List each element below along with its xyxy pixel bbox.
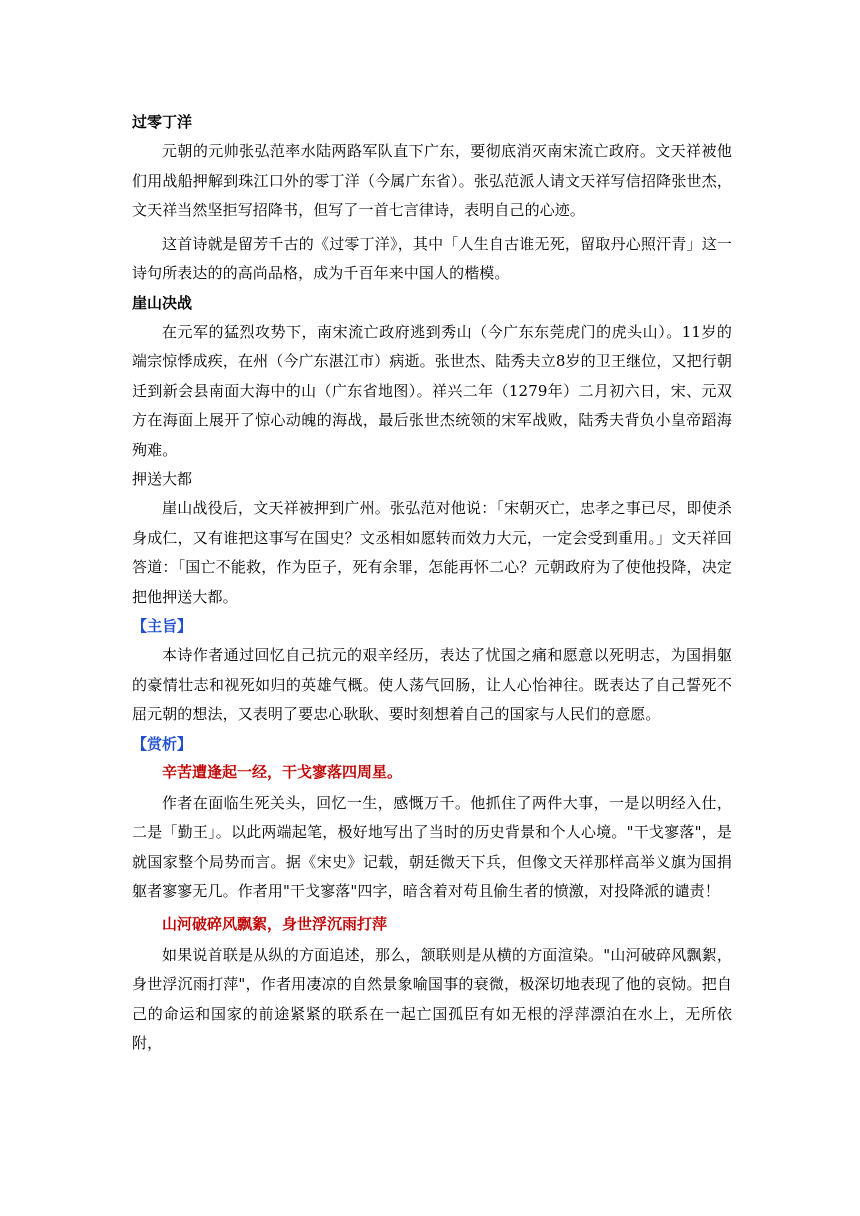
section-tag-theme: 【主旨】: [132, 617, 193, 635]
paragraph: 在元军的猛烈攻势下，南宋流亡政府逃到秀山（今广东东莞虎门的虎头山）。11岁的端宗惊悸成疾，在州（今广东湛江市）病逝。张世杰、陆秀夫立8岁的卫王继位，又把行朝迁到新会县南面大海中的山（广东省地图）。祥兴二年（1279年）二月初六日，宋、元双方在海面上展开了惊心动魄的海战，最后张世杰统领的宋军战败，陆秀夫背负小皇帝蹈海殉难。: [132, 322, 732, 459]
paragraph: 本诗作者通过回忆自己抗元的艰辛经历，表达了忧国之痛和愿意以死明志，为国捐躯的豪情壮志和视死如归的英雄气概。使人荡气回肠，让人心怡神往。既表达了自己誓死不屈元朝的想法，又表明了要忠心耿耿、要时刻想着自己的国家与人民们的意愿。: [132, 646, 732, 723]
paragraph: 如果说首联是从纵的方面追述，那么，颔联则是从横的方面渲染。"山河破碎风飘絮，身世浮沉雨打萍"，作者用凄凉的自然景象喻国事的衰微，极深切地表现了他的哀恸。把自己的命运和国家的前途紧紧的联系在一起亡国孤臣有如无根的浮萍漂泊在水上，无所依附，: [132, 945, 732, 1052]
heading-escort-to-dadu: 押送大都: [132, 470, 193, 488]
section-tag-analysis: 【赏析】: [132, 734, 193, 753]
heading-guo-ling-ding-yang: 过零丁洋: [132, 113, 193, 131]
paragraph: 这首诗就是留芳千古的《过零丁洋》，其中「人生自古谁无死，留取丹心照汗青」这一诗句所表达的的高尚品格，成为千百年来中国人的楷模。: [132, 234, 732, 282]
paragraph: 崖山战役后，文天祥被押到广州。张弘范对他说：「宋朝灭亡，忠孝之事已尽，即使杀身成仁，又有谁把这事写在国史？文丞相如愿转而效力大元，一定会受到重用。」文天祥回答道：「国亡不能救，作为臣子，死有余罪，怎能再怀二心？元朝政府为了使他投降，决定把他押送大都。: [132, 499, 732, 606]
paragraph: 元朝的元帅张弘范率水陆两路军队直下广东，要彻底消灭南宋流亡政府。文天祥被他们用战船押解到珠江口外的零丁洋（今属广东省）。张弘范派人请文天祥写信招降张世杰，文天祥当然坚拒写招降书，但写了一首七言律诗，表明自己的心迹。: [132, 142, 732, 219]
heading-ya-shan-battle: 崖山决战: [132, 293, 193, 312]
verse-line: 山河破碎风飘絮，身世浮沉雨打萍: [162, 914, 388, 933]
paragraph: 作者在面临生死关头，回忆一生，感慨万千。他抓住了两件大事，一是以明经入仕，二是「勤王」。以此两端起笔，极好地写出了当时的历史背景和个人心境。"干戈寥落"，是就国家整个局势而言。据《宋史》记载，朝廷微天下兵，但像文天祥那样高举义旗为国捐躯者寥寥无几。作者用"干戈寥落"四字，暗含着对苟且偷生者的愤激，对投降派的谴责！: [132, 793, 732, 900]
document-body: [132, 112, 732, 1063]
verse-line: 辛苦遭逢起一经，干戈寥落四周星。: [162, 762, 403, 781]
